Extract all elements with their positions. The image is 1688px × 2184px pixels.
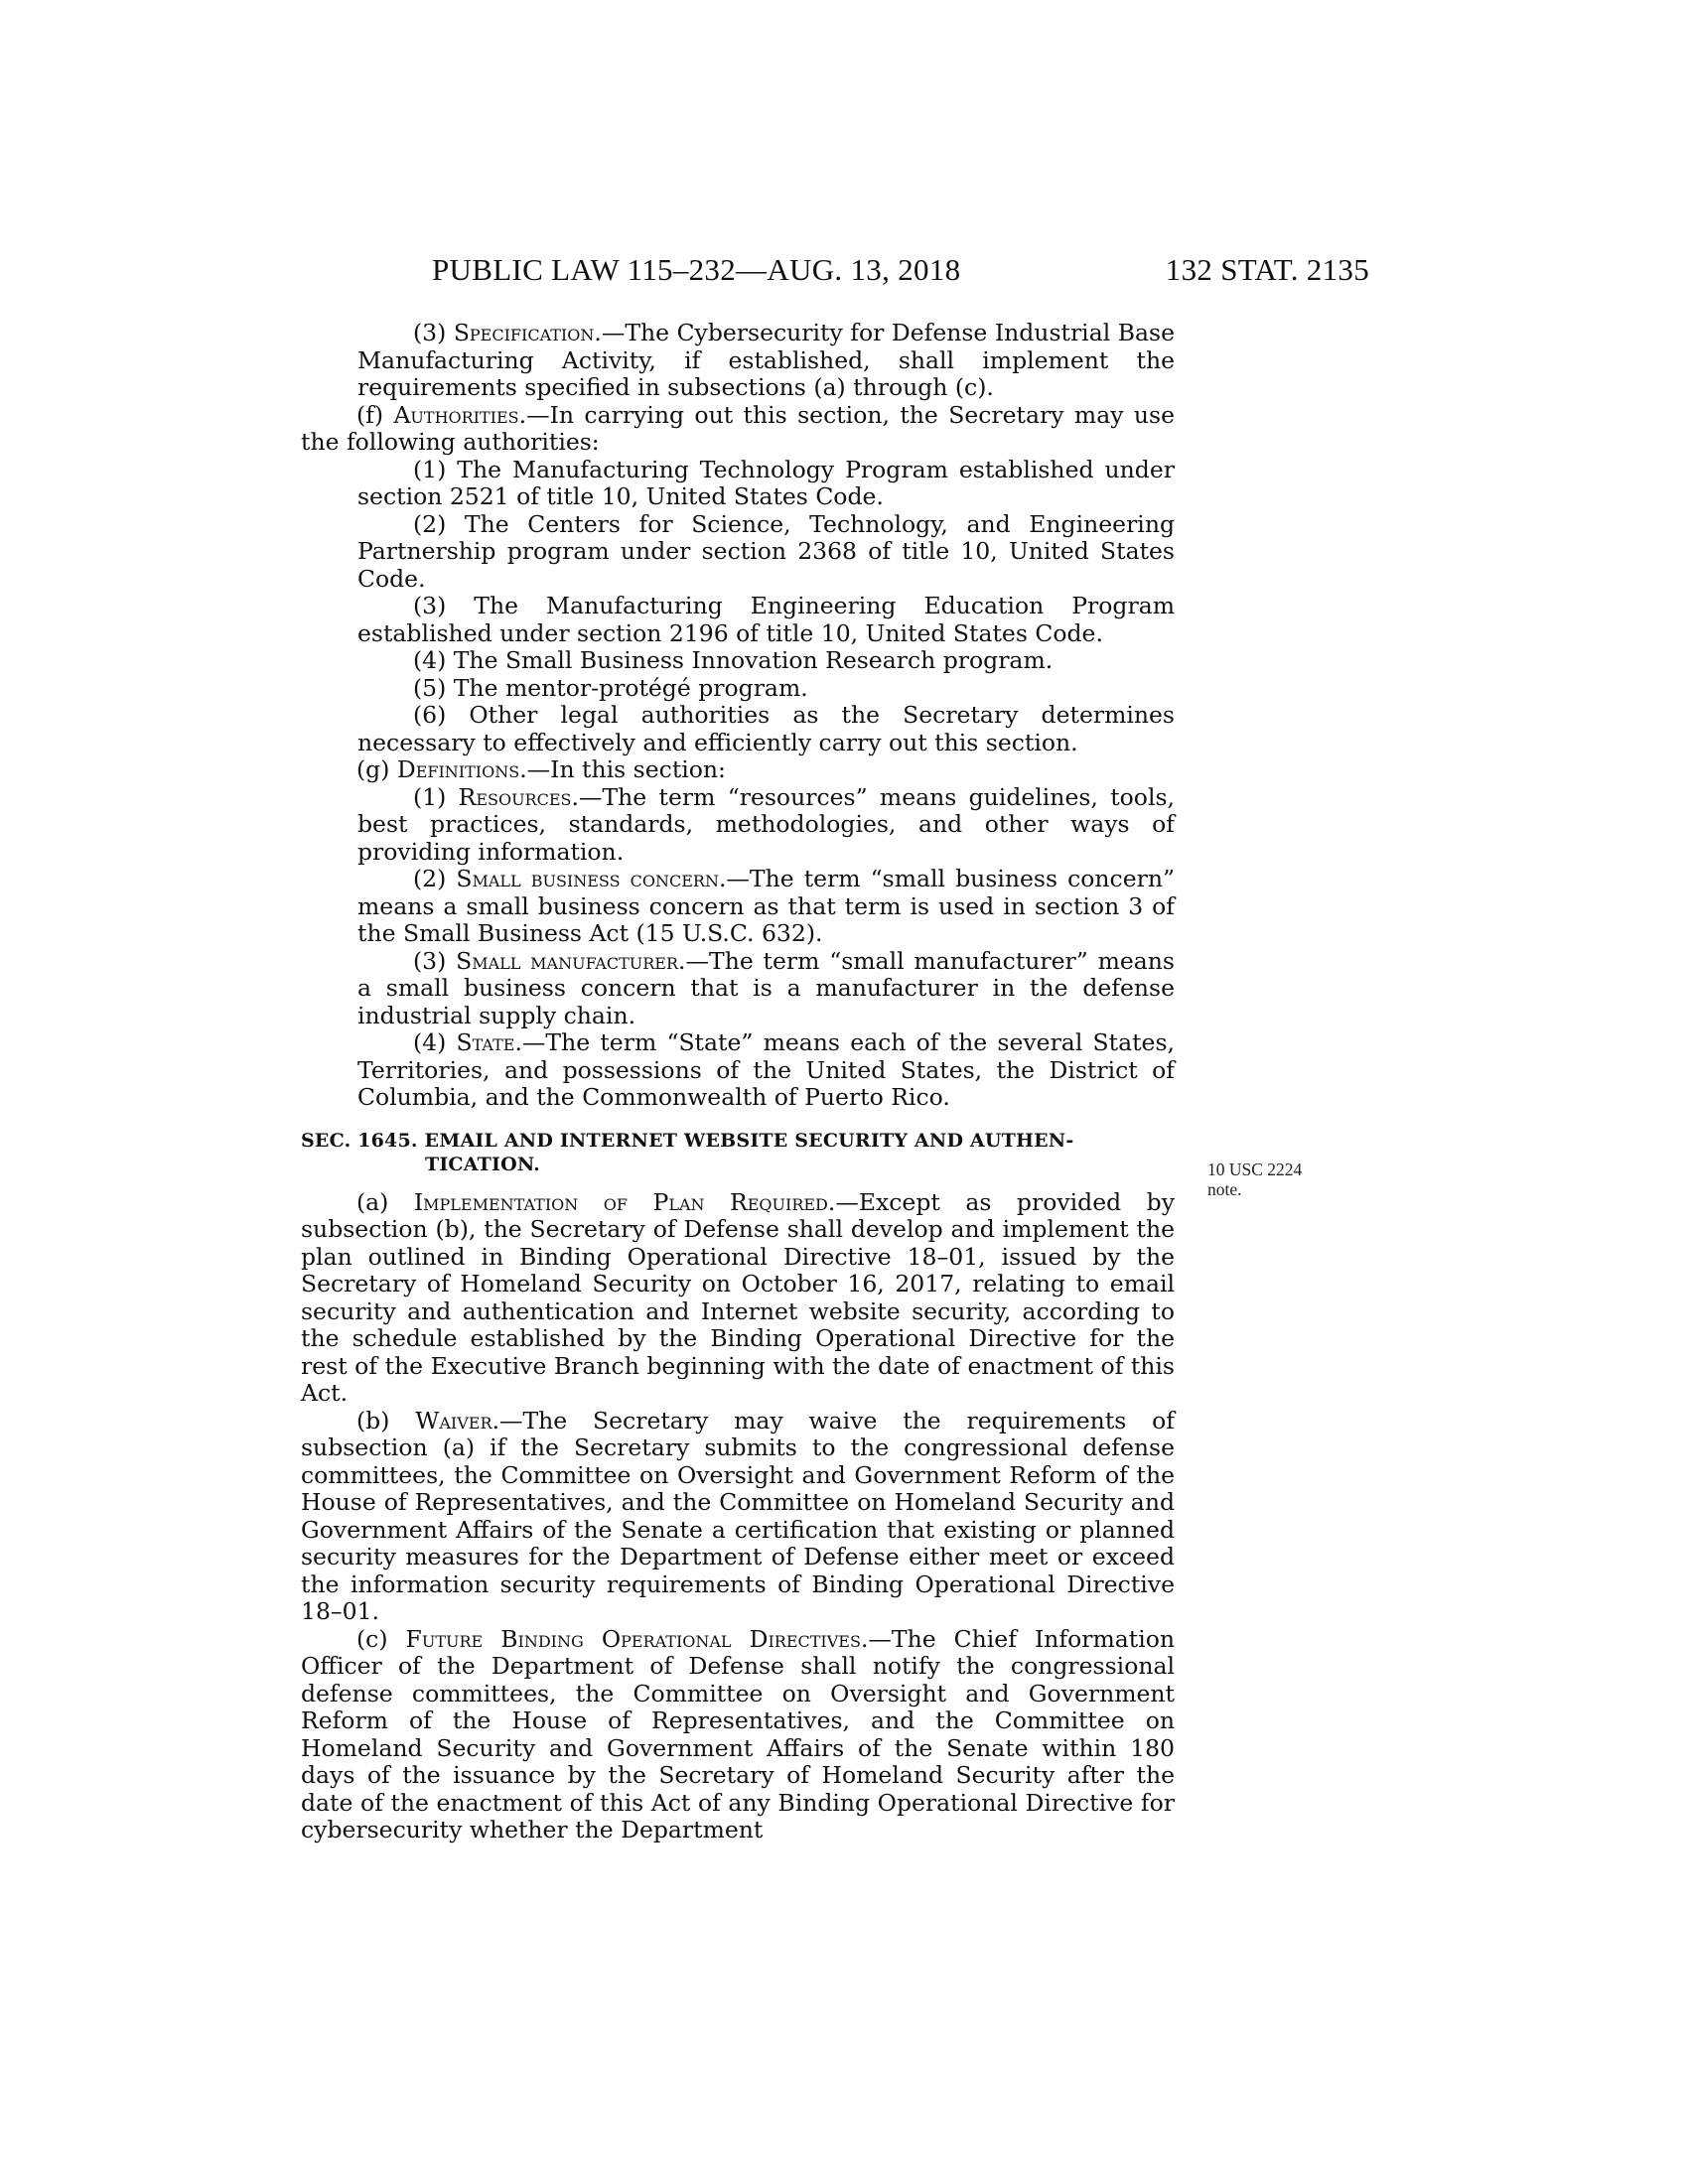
subsection-a <box>301 1189 1175 1408</box>
definition-term: State <box>456 1028 515 1056</box>
subsection-heading: Waiver <box>415 1406 492 1434</box>
subsection-heading: Authorities <box>393 400 519 429</box>
paragraph-number: (3) <box>413 319 454 346</box>
definition-small-business-concern <box>301 866 1175 948</box>
subsection-heading: Future Binding Operational Directives <box>405 1624 861 1653</box>
document-body <box>301 320 1175 1844</box>
paragraph-f4: (4) The Small Business Innovation Research program. <box>413 646 1054 674</box>
subsection-text: .—Except as provided by subsection (b), the Secretary of Defense shall develop and implement the plan outlined in Binding Operational Directive 18–01, issued by the Secretary of Homeland Security on October 16, 2017, relating to email security and authentication and Internet website security, according to the schedule established by the Binding Operational Directive for the rest of the Executive Branch beginning with the date of enactment of this Act. <box>301 1187 1175 1407</box>
paragraph-f1: (1) The Manufacturing Technology Program established under section 2521 of title 10, United States Code. <box>357 455 1175 510</box>
subsection-c <box>301 1626 1175 1844</box>
subsection-number: (f) <box>356 400 394 429</box>
paragraph-number: (2) <box>413 865 457 892</box>
subsection-number: (g) <box>356 755 397 783</box>
paragraph-text: .—The Cybersecurity for Defense Industrial Base Manufacturing Activity, if established, shall implement the requirements specified in subsections (a) through (c). <box>357 319 1175 401</box>
subsection-f <box>301 402 1175 457</box>
paragraph-number: (4) <box>413 1028 457 1056</box>
definition-term: Resources <box>458 782 572 811</box>
page-header <box>432 252 1369 292</box>
definition-state <box>301 1029 1175 1112</box>
header-page-number: 132 STAT. 2135 <box>1165 252 1369 287</box>
section-heading-line2: TICATION. <box>425 1153 540 1175</box>
margin-citation-line2: note. <box>1207 1179 1242 1199</box>
definition-term: Small manufacturer <box>456 946 679 975</box>
subsection-heading: Definitions <box>396 755 520 783</box>
header-title: PUBLIC LAW 115–232—AUG. 13, 2018 <box>432 252 961 287</box>
subsection-text: .—The Secretary may waive the requirements of subsection (a) if the Secretary submits to the congressional defense committees, the Committee on Oversight and Government Reform of the House of Representatives, and the Committee on Homeland Security and Government Affairs of the Senate a certification that existing or planned security measures for the Department of Defense either meet or exceed the information security requirements of Binding Operational Directive 18–01. <box>301 1406 1175 1625</box>
definition-resources <box>301 784 1175 867</box>
subsection-b <box>301 1408 1175 1626</box>
paragraph-number: (3) <box>413 946 457 975</box>
paragraph-heading: Specification <box>453 319 595 346</box>
section-heading-line1: SEC. 1645. EMAIL AND INTERNET WEBSITE SECURITY AND AUTHEN- <box>301 1129 1074 1152</box>
definition-term: Small business concern <box>456 865 719 892</box>
subsection-number: (b) <box>356 1406 416 1434</box>
subsection-heading: Implementation of Plan Required <box>413 1187 828 1216</box>
subsection-text: .—The Chief Information Officer of the Department of Defense shall notify the congressional defense committees, the Committee on Oversight and Government Reform of the House of Representatives, and the Committee on Homeland Security and Government Affairs of the Senate within 180 days of the issuance by the Secretary of Homeland Security after the date of the enactment of this Act of any Binding Operational Directive for cybersecurity whether the Department <box>301 1624 1175 1843</box>
paragraph-f2: (2) The Centers for Science, Technology, and Engineering Partnership program under section 2368 of title 10, United States Code. <box>357 509 1175 593</box>
definition-text: .—The term “resources” means guidelines, tools, best practices, standards, methodologies, and other ways of providing information. <box>357 782 1175 866</box>
paragraph-f5: (5) The mentor-protégé program. <box>413 673 808 702</box>
paragraph-f3: (3) The Manufacturing Engineering Education Program established under section 2196 of title 10, United States Code. <box>357 592 1175 647</box>
subsection-number: (a) <box>356 1187 414 1216</box>
subsection-g <box>301 756 1175 784</box>
subsection-text: .—In this section: <box>519 755 726 783</box>
paragraph-number: (1) <box>413 782 459 811</box>
paragraph-f6: (6) Other legal authorities as the Secretary determines necessary to effectively and efficiently carry out this section. <box>357 701 1175 756</box>
subsection-text: .—In carrying out this section, the Secretary may use the following authorities: <box>301 400 1175 456</box>
definition-text: .—The term “State” means each of the several States, Territories, and possessions of the United States, the District of Columbia, and the Commonwealth of Puerto Rico. <box>357 1028 1175 1111</box>
margin-citation-line1: 10 USC 2224 <box>1207 1160 1303 1179</box>
definition-text: .—The term “small business concern” means a small business concern as that term is used in section 3 of the Small Business Act (15 U.S.C. 632). <box>357 865 1175 947</box>
definition-small-manufacturer <box>301 948 1175 1030</box>
definition-text: .—The term “small manufacturer” means a small business concern that is a manufacturer in the defense industrial supply chain. <box>357 946 1175 1029</box>
section-heading <box>301 1129 1175 1176</box>
paragraph-e3 <box>301 320 1175 402</box>
subsection-number: (c) <box>356 1624 406 1653</box>
margin-citation <box>1207 1160 1336 1199</box>
